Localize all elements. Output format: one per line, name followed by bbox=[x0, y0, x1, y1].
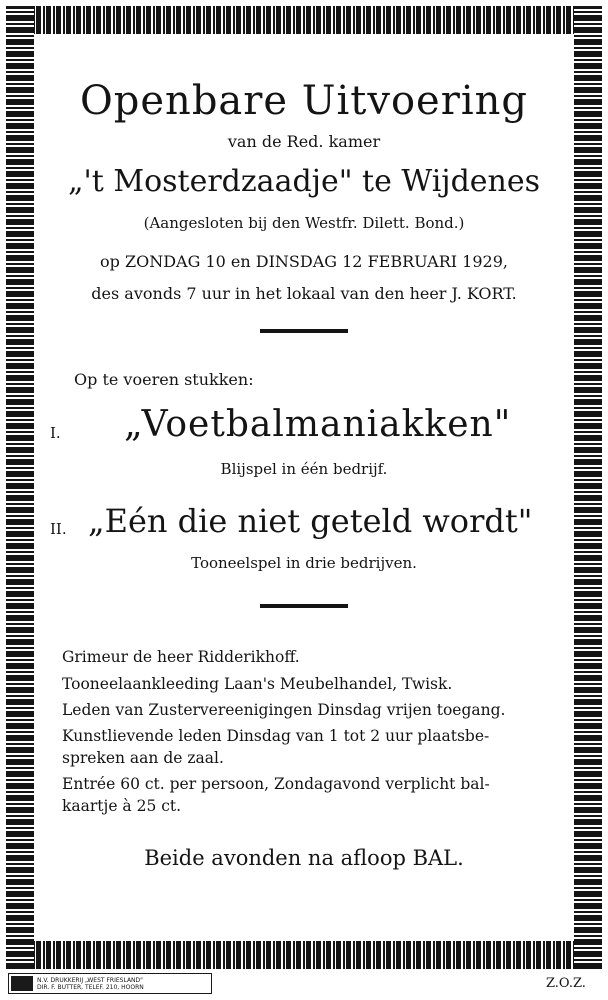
society-name: „'t Mosterdzaadje" te Wijdenes bbox=[67, 164, 541, 199]
printer-imprint bbox=[8, 973, 212, 994]
plays-intro: Op te voeren stukken: bbox=[74, 370, 254, 389]
poster-title: Openbare Uitvoering bbox=[79, 78, 528, 124]
play-number: II. bbox=[50, 520, 67, 538]
note-line: Entrée 60 ct. per persoon, Zondagavond verplicht bal- bbox=[62, 775, 490, 793]
note-line: Tooneelaankleeding Laan's Meubelhandel, Twisk. bbox=[62, 675, 453, 693]
poster-subtitle: van de Red. kamer bbox=[227, 132, 381, 151]
printer-mark-icon bbox=[11, 976, 33, 991]
play-title: „Voetbalmaniakken" bbox=[124, 404, 512, 445]
divider-rule bbox=[260, 604, 348, 608]
note-line: kaartje à 25 ct. bbox=[62, 797, 182, 815]
imprint-line: DIR. F. BUTTER, TELEF. 210, HOORN bbox=[37, 983, 144, 991]
note-line: Leden van Zustervereenigingen Dinsdag vrijen toegang. bbox=[62, 701, 506, 719]
imprint-line: N.V. DRUKKERIJ „WEST FRIESLAND" bbox=[37, 976, 143, 984]
play-genre: Blijspel in één bedrijf. bbox=[220, 460, 388, 478]
decorative-border-left bbox=[6, 6, 34, 969]
divider-rule bbox=[260, 329, 348, 333]
decorative-border-top bbox=[6, 6, 602, 34]
play-number: I. bbox=[50, 424, 61, 442]
turn-over-note: Z.O.Z. bbox=[546, 976, 586, 991]
play-genre: Tooneelspel in drie bedrijven. bbox=[191, 554, 417, 572]
decorative-border-bottom bbox=[6, 941, 602, 969]
note-line: Grimeur de heer Ridderikhoff. bbox=[62, 648, 300, 666]
note-line: spreken aan de zaal. bbox=[62, 749, 224, 767]
play-title: „Eén die niet geteld wordt" bbox=[88, 502, 533, 540]
event-dates: op ZONDAG 10 en DINSDAG 12 FEBRUARI 1929, bbox=[100, 252, 508, 271]
footer-announcement: Beide avonden na afloop BAL. bbox=[144, 846, 464, 870]
decorative-border-right bbox=[574, 6, 602, 969]
affiliation: (Aangesloten bij den Westfr. Dilett. Bond.) bbox=[143, 214, 465, 232]
note-line: Kunstlievende leden Dinsdag van 1 tot 2 uur plaatsbe- bbox=[62, 727, 490, 745]
event-time-place: des avonds 7 uur in het lokaal van den heer J. KORT. bbox=[91, 284, 517, 303]
poster-body bbox=[34, 34, 574, 941]
